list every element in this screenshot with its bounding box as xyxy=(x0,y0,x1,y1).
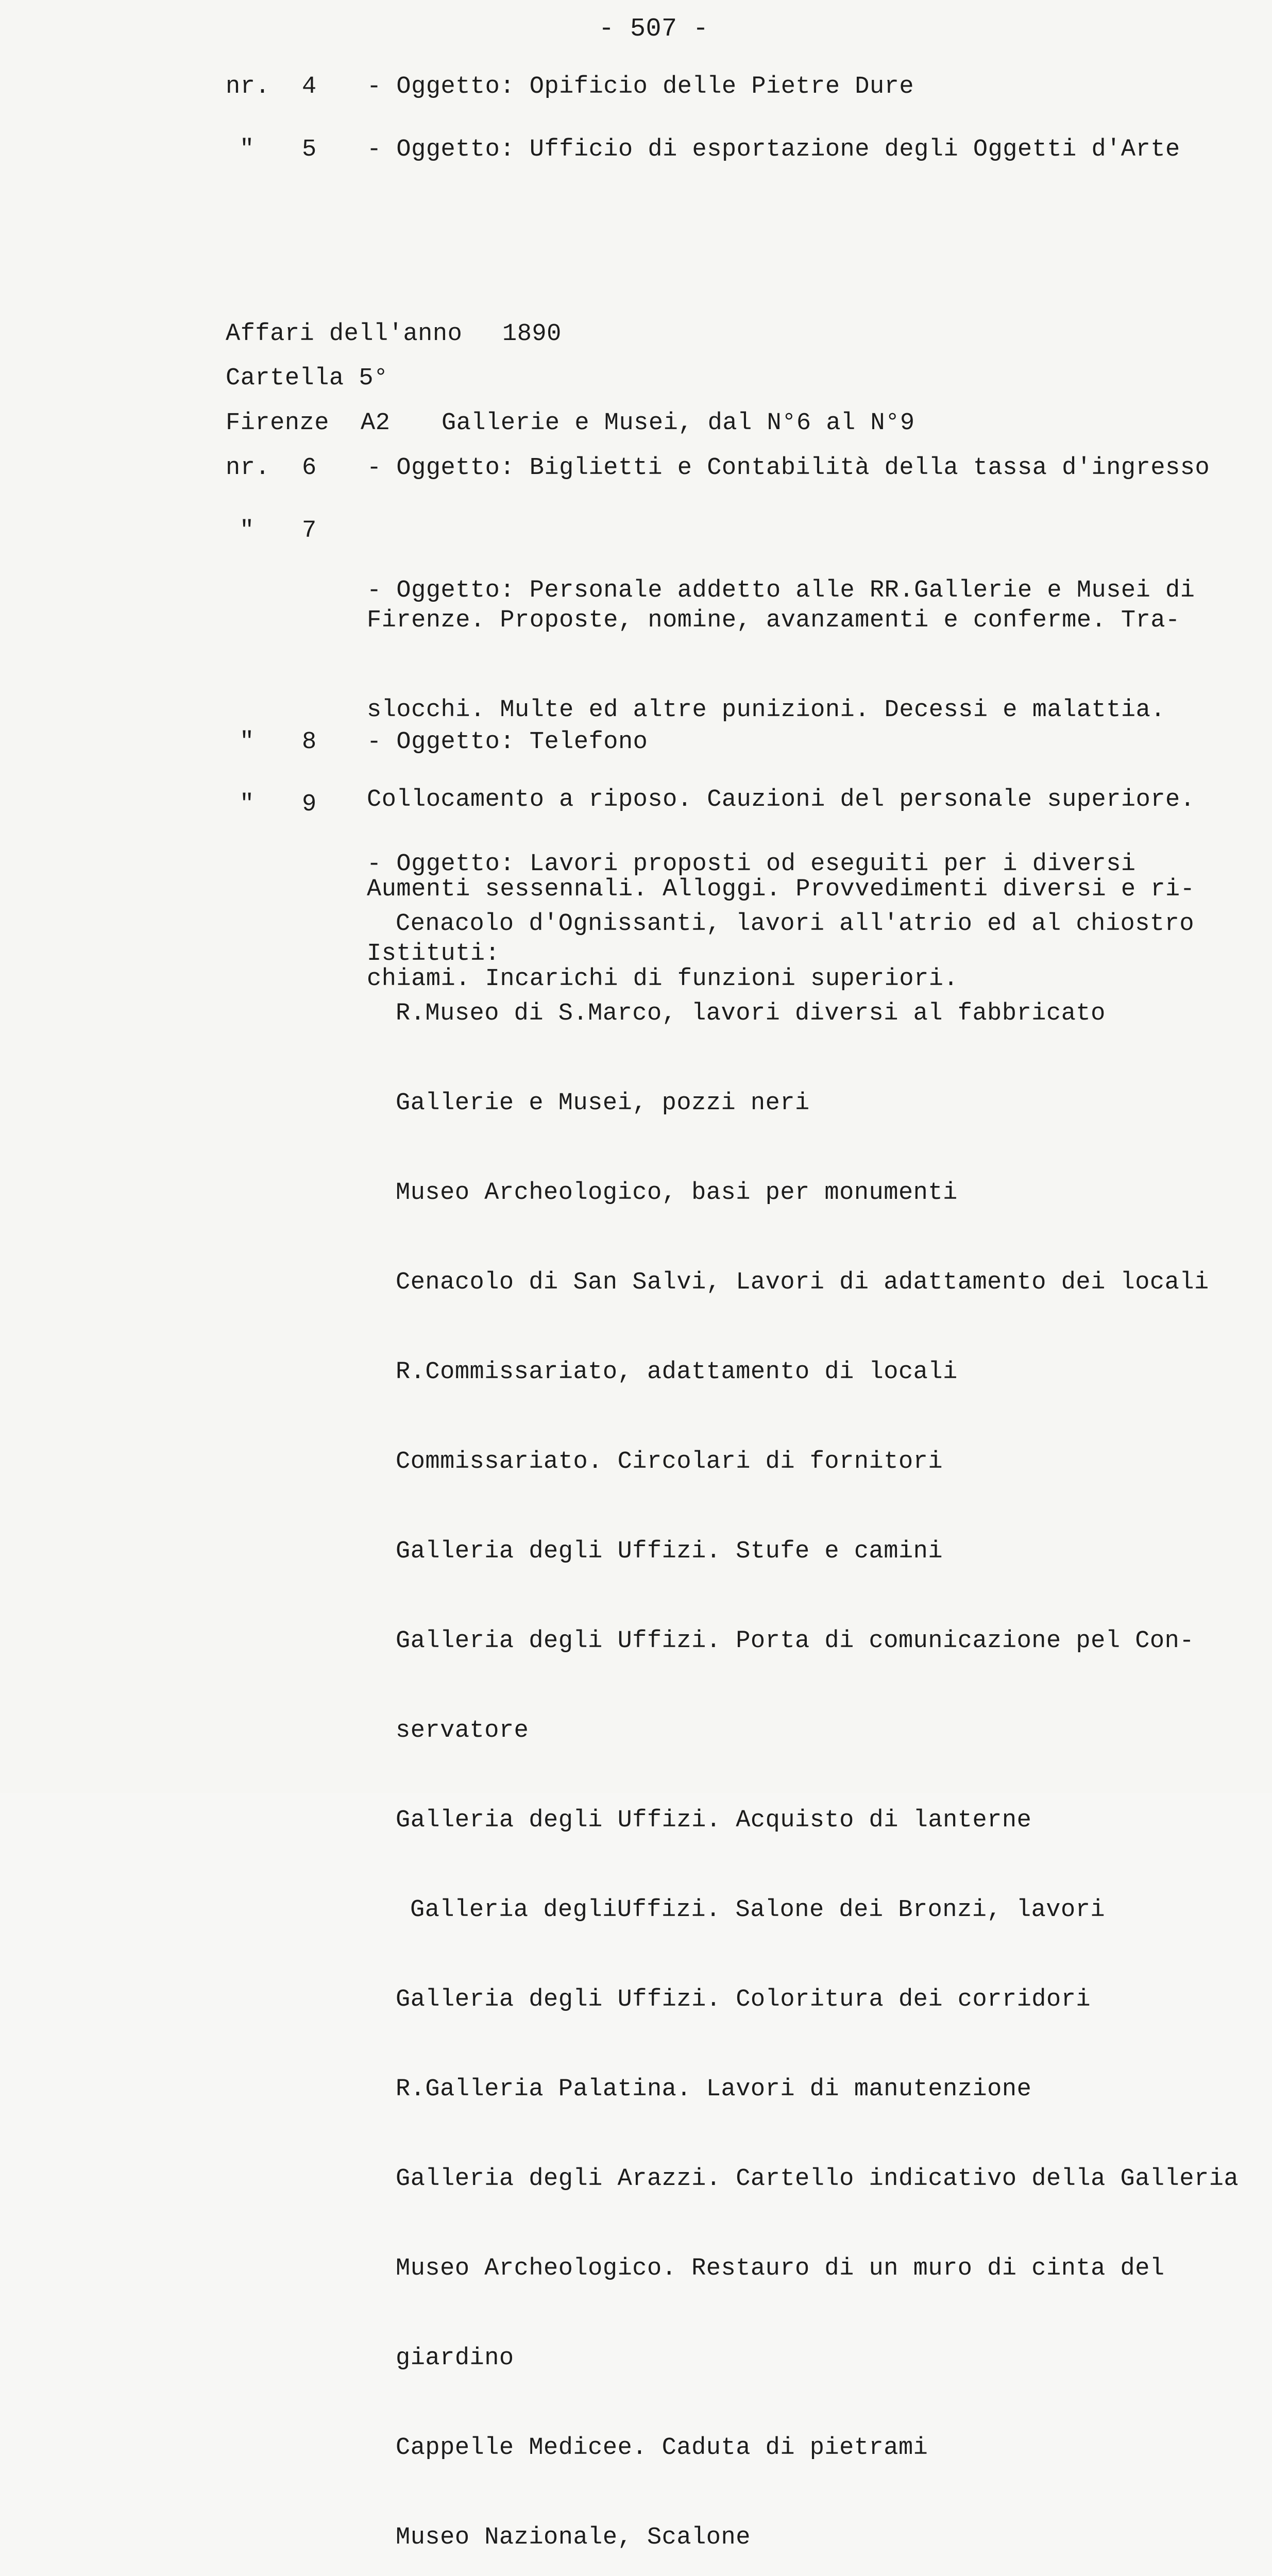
entry-subject: - Oggetto: Telefono xyxy=(367,728,648,756)
cartella-label: Cartella 5° xyxy=(226,365,388,392)
entry-line: slocchi. Multe ed altre punizioni. Decessi e malattia. xyxy=(367,697,1166,724)
page-number: - 507 - xyxy=(599,14,709,44)
entry-number: 4 xyxy=(302,73,317,100)
entry-line: Istituti: xyxy=(367,940,500,968)
list-item: Gallerie e Musei, pozzi neri xyxy=(396,1090,810,1117)
list-item: R.Galleria Palatina. Lavori di manutenzione xyxy=(396,2076,1032,2103)
entry-line: chiami. Incarichi di funzioni superiori. xyxy=(367,965,959,993)
entry-line: - Oggetto: Personale addetto alle RR.Gallerie e Musei di xyxy=(367,577,1195,604)
entry-line: Aumenti sessennali. Alloggi. Provvedimenti diversi e ri- xyxy=(367,876,1195,903)
list-item: Galleria degli Uffizi. Porta di comunicazione pel Con- xyxy=(396,1628,1195,1655)
entry-subject: - Oggetto: Biglietti e Contabilità della tassa d'ingresso xyxy=(367,454,1210,482)
entry-number: 9 xyxy=(302,791,317,818)
list-item: Galleria degli Arazzi. Cartello indicativo della Galleria xyxy=(396,2165,1239,2193)
firenze-label: Firenze xyxy=(226,410,329,437)
list-item: Galleria degli Uffizi. Acquisto di lanterne xyxy=(396,1807,1032,1834)
affari-label: Affari dell'anno xyxy=(226,320,463,348)
list-item: Museo Nazionale, Scalone xyxy=(396,2524,751,2551)
entry-prefix: nr. xyxy=(226,454,270,482)
list-item: Galleria degli Uffizi. Coloritura dei corridori xyxy=(396,1986,1091,2013)
entry-line: - Oggetto: Lavori proposti od eseguiti per i diversi xyxy=(367,851,1136,878)
list-item: servatore xyxy=(396,1717,529,1744)
list-item: Galleria degli Uffizi. Stufe e camini xyxy=(396,1538,943,1565)
list-item: Museo Archeologico. Restauro di un muro di cinta del xyxy=(396,2255,1165,2282)
entry-number: 6 xyxy=(302,454,317,482)
list-item: Cenacolo di San Salvi, Lavori di adattamento dei locali xyxy=(396,1269,1209,1296)
entry-prefix: " xyxy=(240,517,255,545)
entry-line: Collocamento a riposo. Cauzioni del personale superiore. xyxy=(367,786,1195,814)
affari-year: 1890 xyxy=(502,320,562,348)
works-list xyxy=(396,850,1239,2576)
firenze-code: A2 xyxy=(361,410,391,437)
entry-subject: - Oggetto: Opificio delle Pietre Dure xyxy=(367,73,914,100)
entry-number: 5 xyxy=(302,136,317,163)
list-item: giardino xyxy=(396,2345,514,2372)
entry-number: 7 xyxy=(302,517,317,545)
entry-prefix: " xyxy=(240,728,255,756)
list-item: Commissariato. Circolari di fornitori xyxy=(396,1448,943,1476)
entry-prefix: " xyxy=(240,136,255,163)
firenze-description: Gallerie e Musei, dal N°6 al N°9 xyxy=(442,410,915,437)
list-item: Cenacolo d'Ognissanti, lavori all'atrio ed al chiostro xyxy=(396,910,1195,938)
entry-prefix: " xyxy=(240,791,255,818)
entry-subject: - Oggetto: Ufficio di esportazione degli Oggetti d'Arte xyxy=(367,136,1180,163)
list-item: R.Commissariato, adattamento di locali xyxy=(396,1359,958,1386)
list-item: R.Museo di S.Marco, lavori diversi al fabbricato xyxy=(396,1000,1106,1027)
list-item: Museo Archeologico, basi per monumenti xyxy=(396,1179,958,1207)
entry-line: Firenze. Proposte, nomine, avanzamenti e conferme. Tra- xyxy=(367,607,1180,634)
list-item: Cappelle Medicee. Caduta di pietrami xyxy=(396,2434,928,2462)
list-item: Galleria degliUffizi. Salone dei Bronzi, lavori xyxy=(410,1896,1106,1924)
entry-prefix: nr. xyxy=(226,73,270,100)
entry-number: 8 xyxy=(302,728,317,756)
